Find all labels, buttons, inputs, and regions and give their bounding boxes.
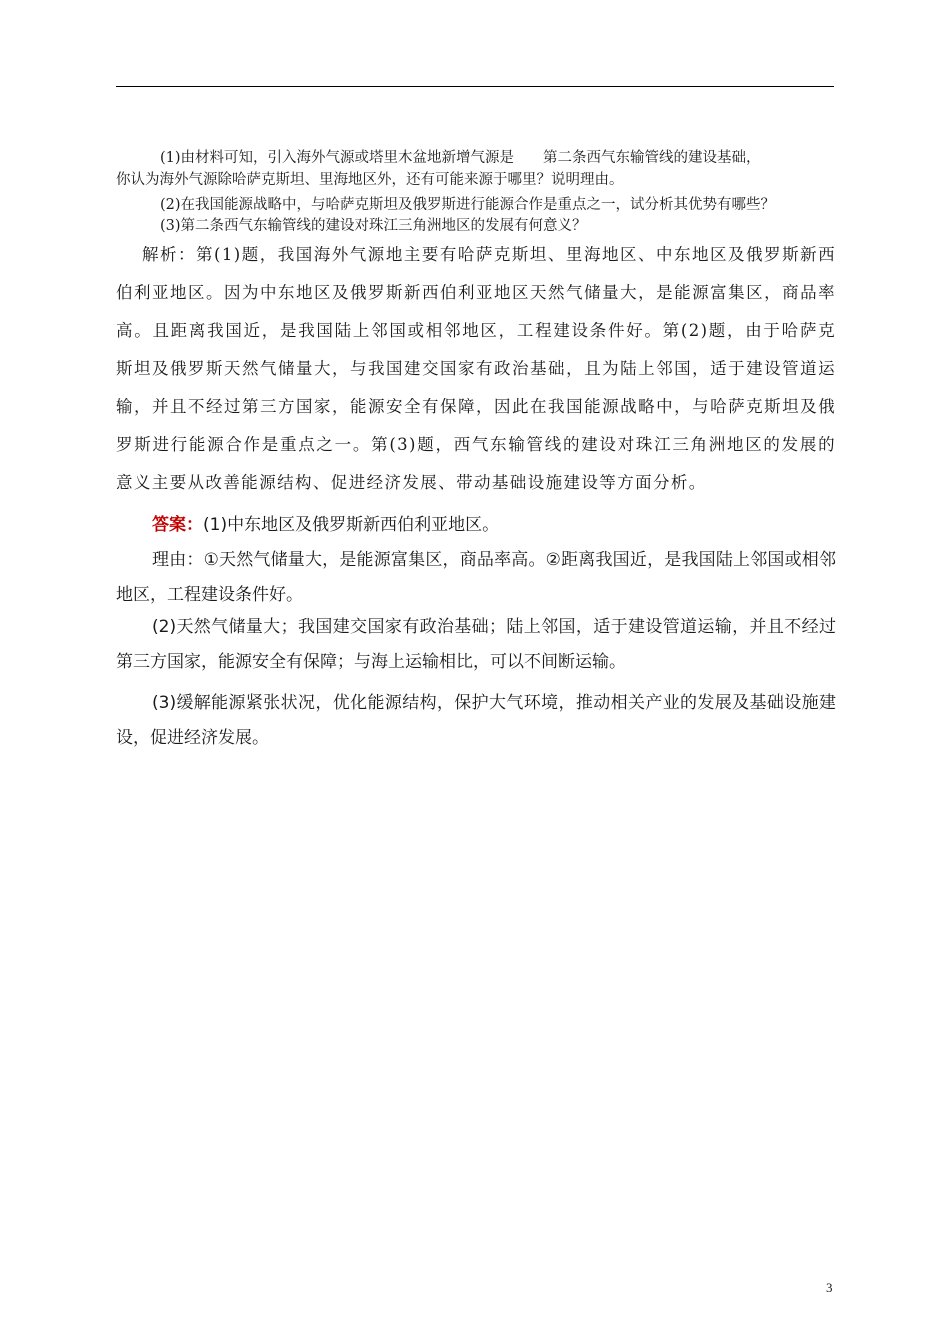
question-1-line-2: 你认为海外气源除哈萨克斯坦、里海地区外，还有可能来源于哪里？说明理由。 [116,172,624,188]
answer-1-reason: 理由：①天然气储量大，是能源富集区，商品率高。②距离我国近，是我国陆上邻国或相邻地区，工程建设条件好。 [116,550,836,605]
question-1-line-1: (1)由材料可知，引入海外气源或塔里木盆地新增气源是 第二条西气东输管线的建设基础， [160,150,761,166]
answer-label: 答案： [152,515,203,535]
analysis-paragraph: 解析：第(1)题，我国海外气源地主要有哈萨克斯坦、里海地区、中东地区及俄罗斯新西伯利亚地区。因为中东地区及俄罗斯新西伯利亚地区天然气储量大，是能源富集区，商品率高。且距离我国近，是我国陆上邻国或相邻地区，工程建设条件好。第(2)题，由于哈萨克斯坦及俄罗斯天然气储量大，与我国建交国家有政治基础，且为陆上邻国，适于建设管道运输，并且不经过第三方国家，能源安全有保障，因此在我国能源战略中，与哈萨克斯坦及俄罗斯进行能源合作是重点之一。第(3)题，西气东输管线的建设对珠江三角洲地区的发展的意义主要从改善能源结构、促进经济发展、带动基础设施建设等方面分析。 [116,245,836,492]
page-number: 3 [826,1280,833,1295]
question-2: (2)在我国能源战略中，与哈萨克斯坦及俄罗斯进行能源合作是重点之一，试分析其优势有哪些？ [160,197,776,213]
header-rule [116,86,834,87]
answer-3: (3)缓解能源紧张状况，优化能源结构，保护大气环境，推动相关产业的发展及基础设施建设，促进经济发展。 [116,693,836,748]
answer-1 [116,508,836,543]
question-3: (3)第二条西气东输管线的建设对珠江三角洲地区的发展有何意义？ [160,218,587,234]
answer-1-text: (1)中东地区及俄罗斯新西伯利亚地区。 [203,515,500,535]
answer-2: (2)天然气储量大；我国建交国家有政治基础；陆上邻国，适于建设管道运输，并且不经过第三方国家，能源安全有保障；与海上运输相比，可以不间断运输。 [116,617,836,672]
